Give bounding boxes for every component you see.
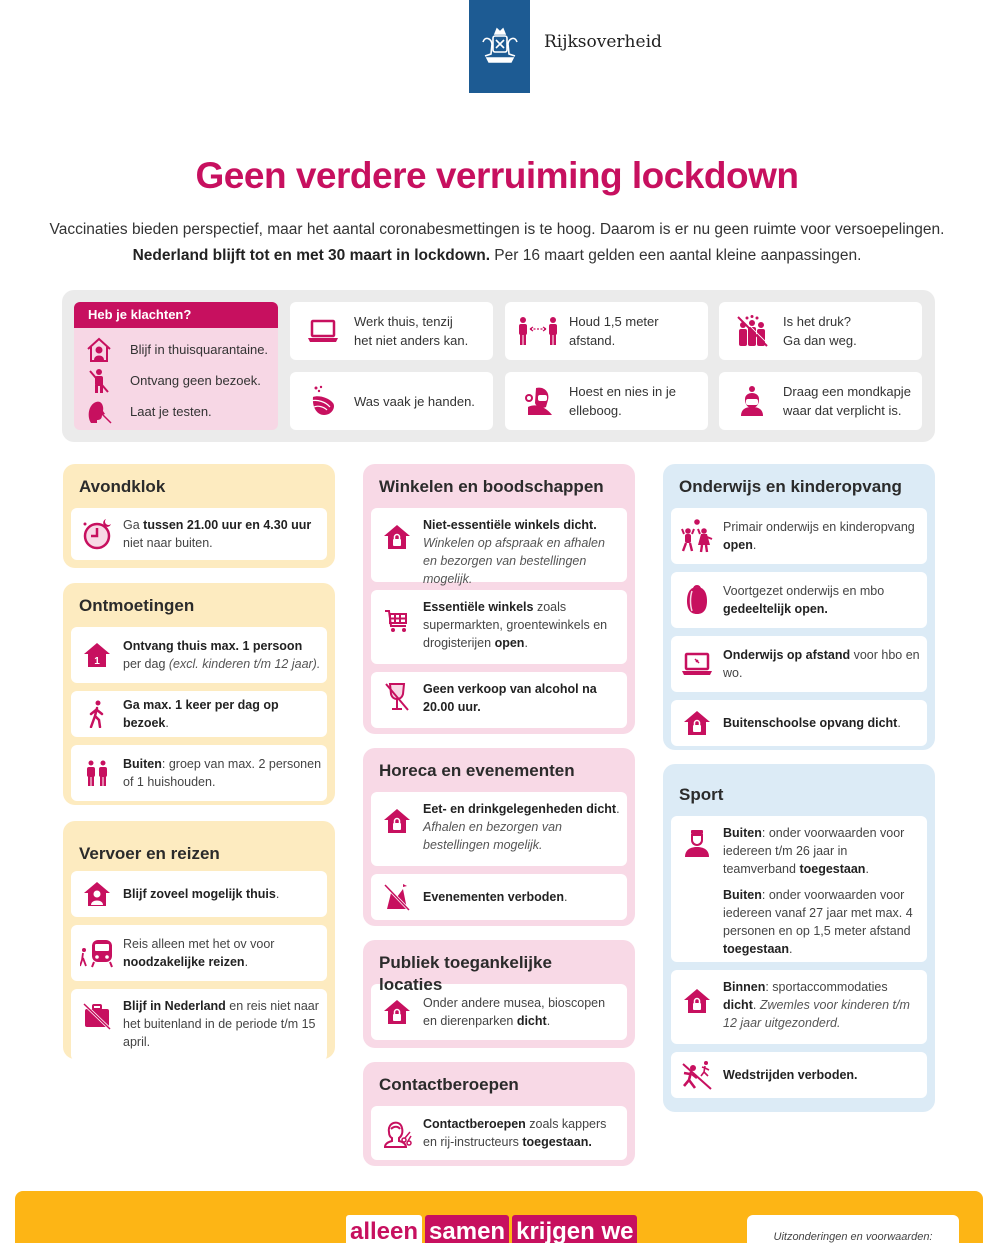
rule-text (723, 582, 921, 618)
rule-item (71, 871, 327, 917)
rule-text (423, 1115, 621, 1151)
rule-text (423, 598, 621, 652)
rule-item (71, 925, 327, 981)
section-title: Contactberoepen (379, 1075, 519, 1094)
rule-text (423, 680, 621, 716)
tip-text (569, 382, 676, 420)
rule-text-pre: Voortgezet onderwijs en mbo (723, 584, 885, 598)
rule-item (671, 636, 927, 692)
rule-text-post: . (865, 862, 869, 876)
house-number: 1 (94, 656, 100, 667)
section-vervoer (63, 821, 335, 1059)
tip-line-2: afstand. (569, 333, 616, 348)
rule-text-mid: zoals supermarkten, groentewinkels en drogisterijen (423, 600, 608, 650)
walking-person-icon (79, 697, 115, 731)
rule-item (671, 816, 927, 962)
rule-text-italic: Zwemles voor kinderen t/m 12 jaar uitgezonderd. (723, 998, 910, 1030)
brand-name: Rijksoverheid (544, 32, 662, 52)
tip-text (354, 312, 468, 350)
handwash-icon (302, 383, 344, 419)
section-title: Avondklok (79, 477, 166, 496)
rule-text-post: . (275, 887, 280, 901)
complaints-heading: Heb je klachten? (74, 302, 278, 328)
tip-line-2: het niet anders kan. (354, 333, 469, 348)
tip-line-2: elleboog. (569, 403, 622, 418)
section-title: Onderwijs en kinderopvang (679, 477, 902, 496)
tip-text (569, 312, 659, 350)
rule-text-post: . (524, 636, 528, 650)
rule-text-bold: noodzakelijke reizen (123, 955, 245, 969)
rule-item (671, 508, 927, 564)
section-onderwijs (663, 464, 935, 750)
tip-line-1: Hoest en nies in je (569, 384, 676, 399)
section-avondklok (63, 464, 335, 568)
rule-item (371, 590, 627, 664)
section-sport (663, 764, 935, 1112)
locked-house-icon (379, 520, 415, 554)
rule-text-italic: Winkelen op afspraak en afhalen en bezorgen van bestellingen mogelijk. (423, 536, 605, 586)
rule-text-italic: Afhalen en bezorgen van bestellingen mogelijk. (423, 820, 562, 852)
athlete-icon (679, 826, 715, 860)
rule-text-bold: Ontvang thuis max. 1 persoon (123, 639, 303, 653)
no-events-icon (379, 880, 415, 914)
rule-text-mid: : onder voorwaarden voor iedereen vanaf 27 jaar met max. 4 personen en op 1,5 meter afstand (723, 888, 913, 938)
section-title: Vervoer en reizen (79, 844, 220, 863)
rule-item (371, 874, 627, 920)
exceptions-link[interactable]: Uitzonderingen en voorwaarden: (747, 1215, 959, 1243)
rule-text-bold: Onderwijs op afstand (723, 648, 851, 662)
rule-text-bold: Geen verkoop van alcohol na 20.00 uur. (423, 682, 597, 714)
no-visitors-icon (84, 368, 114, 394)
tip-card (505, 302, 708, 360)
rule-text-bold: Blijf in Nederland (123, 999, 226, 1013)
rule-item (71, 989, 327, 1061)
coat-of-arms-icon (475, 22, 525, 72)
page-title: Geen verdere verruiming lockdown (195, 155, 799, 196)
rule-text-pre: Ga (123, 518, 144, 532)
rule-text-post: voor hbo en wo. (723, 648, 920, 680)
rule-text-bold: open (723, 538, 753, 552)
intro-line-2-bold: Nederland blijft tot en met 30 maart in lockdown. (132, 247, 490, 264)
rule-text-bold: Buitenschoolse opvang dicht (723, 716, 898, 730)
section-title: Sport (679, 785, 724, 804)
rule-text (423, 800, 621, 854)
rule-text-bold: Binnen (723, 980, 766, 994)
rule-text (123, 885, 279, 903)
rule-item (71, 627, 327, 683)
rule-text-mid: : onder voorwaarden voor iedereen t/m 26 jaar in teamverband (723, 826, 905, 876)
rule-item (371, 1106, 627, 1160)
rule-item (671, 572, 927, 628)
house-one-icon (79, 638, 115, 672)
rijksoverheid-logo (469, 0, 530, 93)
locked-house-icon (679, 984, 715, 1018)
section-contactberoepen (363, 1062, 635, 1166)
crowd-icon (731, 313, 773, 349)
section-publiek (363, 940, 635, 1048)
cough-elbow-icon (517, 383, 559, 419)
rule-item (71, 508, 327, 560)
rule-text (123, 696, 321, 732)
slogan (346, 1215, 637, 1243)
rule-text-bold: Essentiële winkels (423, 600, 534, 614)
rule-text-post: . (165, 716, 169, 730)
rule-text-bold: Buiten (723, 826, 762, 840)
rule-text-pre: Primair onderwijs en kinderopvang (723, 520, 915, 534)
rule-text (123, 516, 321, 552)
tip-card (505, 372, 708, 430)
tip-line-2: Ga dan weg. (783, 333, 857, 348)
distance-icon (517, 313, 559, 349)
tip-card (719, 372, 922, 430)
slogan-word: krijgen we (512, 1215, 637, 1243)
section-ontmoetingen (63, 583, 335, 805)
rule-text-bold-2: toegestaan (799, 862, 866, 876)
tip-text (783, 382, 911, 420)
rule-item (371, 508, 627, 586)
children-playing-icon (679, 519, 715, 553)
section-title: Ontmoetingen (79, 596, 195, 615)
tip-text (354, 392, 475, 411)
rule-text (723, 714, 901, 732)
rule-text (723, 824, 921, 958)
rule-text-bold: Blijf zoveel mogelijk thuis (123, 887, 276, 901)
locked-house-icon (379, 804, 415, 838)
rule-item (71, 745, 327, 801)
section-winkelen (363, 464, 635, 734)
no-competition-icon (679, 1058, 715, 1092)
intro-line-1: Vaccinaties bieden perspectief, maar het aantal coronabesmettingen is te hoog. Daarom is er nu geen ruimte voor versoepelingen. (49, 221, 945, 238)
tip-line-2: waar dat verplicht is. (783, 403, 902, 418)
section-title: Winkelen en boodschappen (379, 477, 604, 496)
rule-item (671, 700, 927, 746)
test-swab-icon (84, 399, 114, 425)
rule-text-bold-2: open (494, 636, 525, 650)
rule-item (671, 970, 927, 1044)
section-horeca (363, 748, 635, 926)
complaint-text: Laat je testen. (130, 404, 212, 419)
rule-item (671, 1052, 927, 1098)
rule-text-post: . (752, 998, 760, 1012)
rule-text-italic: (excl. kinderen t/m 12 jaar). (168, 657, 321, 671)
rule-text-bold-2: toegestaan (723, 942, 789, 956)
rule-item (371, 792, 627, 866)
rule-text (423, 888, 568, 906)
rule-text-bold: Contactberoepen (423, 1117, 526, 1131)
complaint-item (74, 365, 278, 396)
house-person-icon (79, 877, 115, 911)
rule-text-bold: dicht (516, 1014, 547, 1028)
rule-item (371, 672, 627, 728)
rule-text-bold: Niet-essentiële winkels dicht. (423, 518, 597, 532)
section-title: Publiek toegankelijke locaties (379, 953, 552, 994)
intro-line-2 (20, 243, 974, 269)
rule-text-post: . (546, 1014, 551, 1028)
rule-text-post: . (897, 716, 901, 730)
rule-text-bold: Buiten (723, 888, 762, 902)
rule-text (423, 994, 621, 1030)
rule-paragraph-2 (723, 886, 921, 958)
rule-text-post: en reis niet naar het buitenland in de periode t/m 15 april. (123, 999, 319, 1049)
rule-text (123, 637, 320, 673)
complaint-item (74, 334, 278, 365)
rule-text (123, 755, 321, 791)
rule-text (123, 997, 321, 1051)
rule-text-bold: Eet- en drinkgelegenheden dicht (423, 802, 617, 816)
intro-text (20, 217, 974, 269)
rule-text-bold-2: dicht (723, 998, 753, 1012)
complaint-text: Ontvang geen bezoek. (130, 373, 261, 388)
no-suitcase-icon (79, 999, 115, 1033)
slogan-word: alleen (346, 1215, 422, 1243)
tip-card (290, 302, 493, 360)
train-icon (79, 936, 115, 970)
rule-text-post: . (616, 802, 620, 816)
tip-card (719, 302, 922, 360)
rule-text-bold: gedeeltelijk open. (723, 602, 828, 616)
rule-text-post: . (244, 955, 249, 969)
tip-line-1: Houd 1,5 meter (569, 314, 659, 329)
rule-paragraph-1 (723, 824, 921, 878)
face-mask-icon (731, 383, 773, 419)
rule-text-bold-2: toegestaan. (522, 1135, 592, 1149)
tip-line-1: Is het druk? (783, 314, 851, 329)
locked-house-icon (679, 706, 715, 740)
rule-text-mid: : sportaccommodaties (765, 980, 888, 994)
tip-text (783, 312, 857, 350)
rule-text-post: per dag (123, 657, 169, 671)
tip-card (290, 372, 493, 430)
alarm-clock-icon (79, 517, 115, 551)
no-alcohol-icon (379, 680, 415, 714)
complaint-text: Blijf in thuisquarantaine. (130, 342, 269, 357)
tip-line-1: Draag een mondkapje (783, 384, 911, 399)
rule-text-post: . (752, 538, 757, 552)
backpack-icon (679, 583, 715, 617)
rule-text-post: . (564, 890, 568, 904)
shopping-cart-icon (379, 604, 415, 638)
rule-text (723, 518, 921, 554)
slogan-word: samen (425, 1215, 509, 1243)
rule-text-bold: tussen 21.00 uur en 4.30 uur (143, 518, 312, 532)
tip-line-1: Was vaak je handen. (354, 393, 475, 409)
laptop-icon (302, 313, 344, 349)
laptop-icon (679, 647, 715, 681)
rule-text-post: . (789, 942, 793, 956)
tip-line-1: Werk thuis, tenzij (354, 314, 453, 329)
rule-text-bold: Buiten (123, 757, 162, 771)
rule-text-bold: Ga max. 1 keer per dag op bezoek (123, 698, 279, 730)
complaint-item (74, 396, 278, 427)
locked-house-icon (379, 995, 415, 1029)
house-quarantine-icon (84, 337, 114, 363)
rule-text (723, 646, 921, 682)
intro-line-2-rest: Per 16 maart gelden een aantal kleine aanpassingen. (490, 247, 862, 264)
rule-text (123, 935, 321, 971)
complaints-box (74, 302, 278, 430)
rule-text (723, 1066, 858, 1084)
rule-item (71, 691, 327, 737)
rule-text-post: niet naar buiten. (123, 536, 213, 550)
rule-text (423, 516, 621, 588)
rule-text-pre: Onder andere musea, bioscopen en dierenparken (423, 996, 606, 1028)
section-title: Horeca en evenementen (379, 761, 575, 780)
rule-text-mid: zoals kappers en rij-instructeurs (423, 1117, 607, 1149)
rule-text-bold: Wedstrijden verboden. (723, 1068, 858, 1082)
rule-text-bold: Evenementen verboden (423, 890, 565, 904)
rule-text-post: : groep van max. 2 personen of 1 huishouden. (123, 757, 322, 789)
rule-text-pre: Reis alleen met het ov voor (123, 937, 275, 951)
rule-text (723, 978, 921, 1032)
two-people-icon (79, 756, 115, 790)
hairdresser-icon (379, 1116, 415, 1150)
